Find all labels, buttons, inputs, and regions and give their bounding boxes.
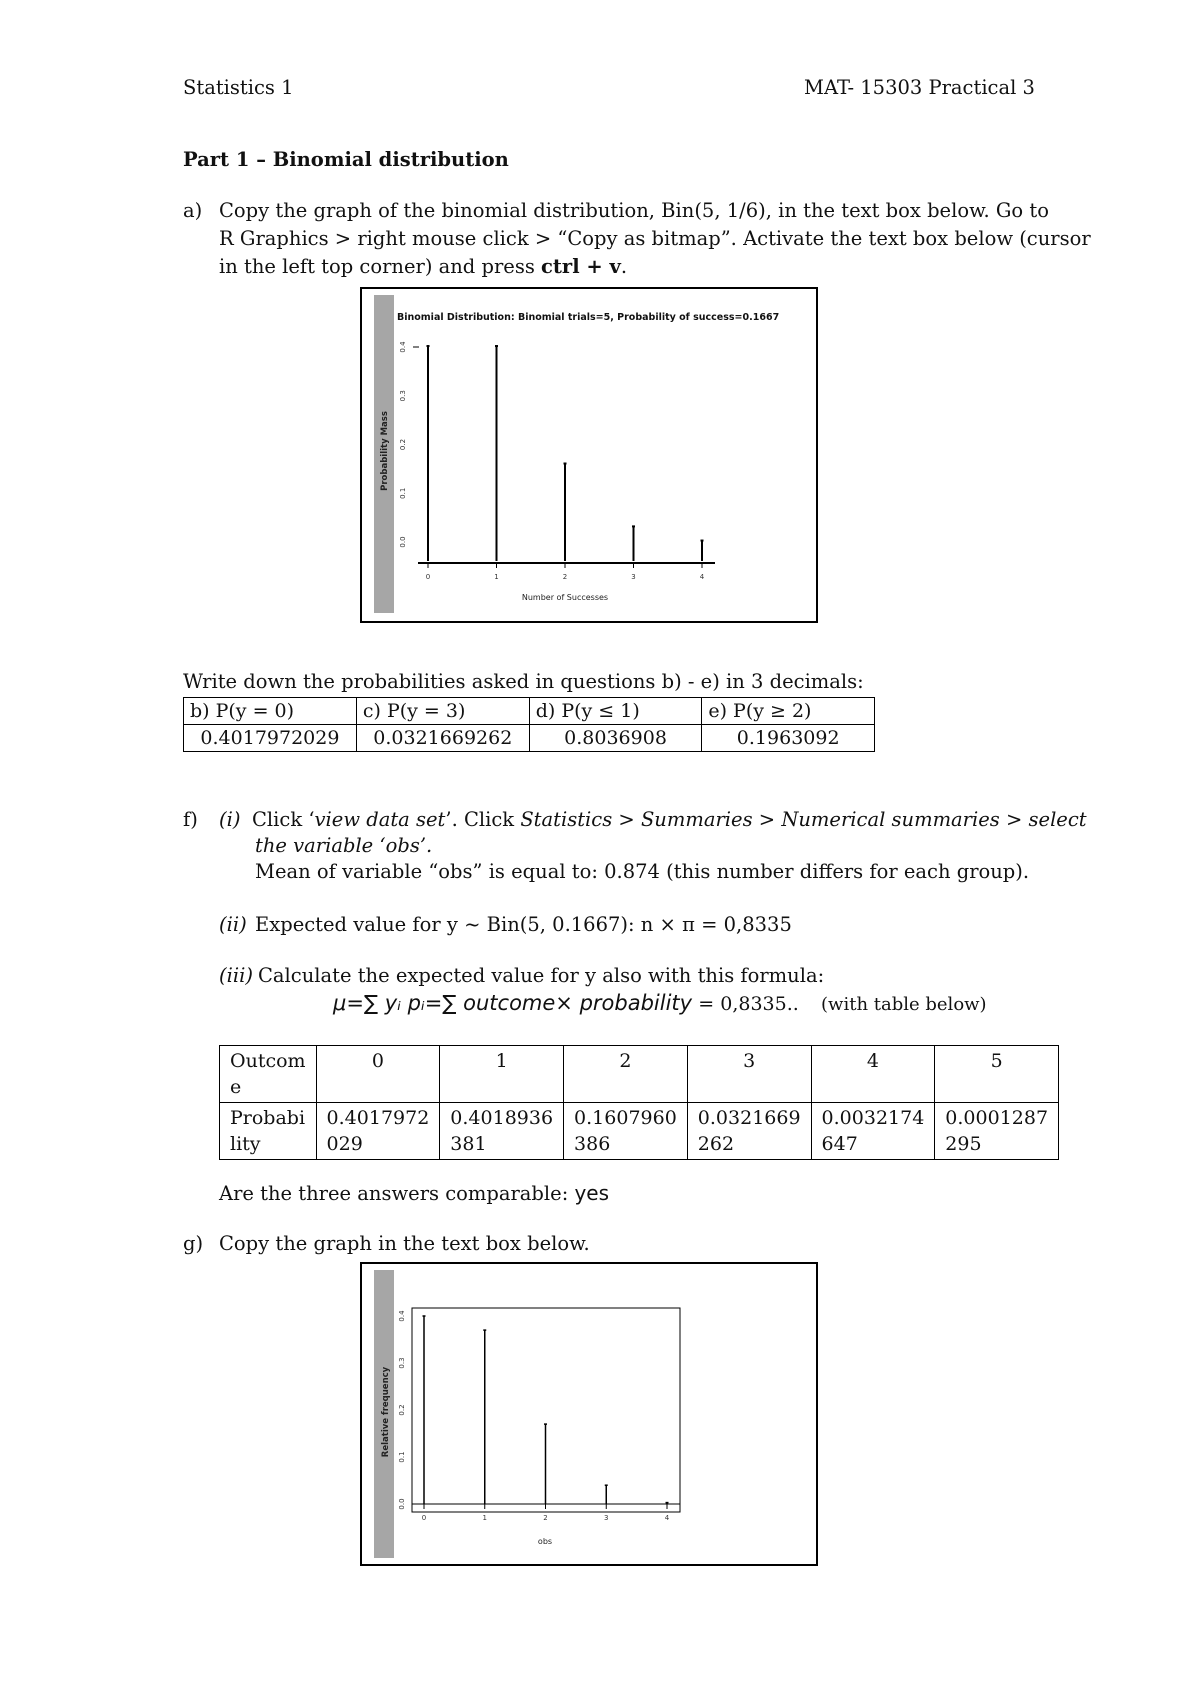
y-tick-label-4: 0.4 [398, 1310, 406, 1322]
probability-0[interactable]: 0.4017972 029 [316, 1103, 440, 1160]
prob-header-c: c) P(y = 3) [356, 698, 529, 725]
chart-box-1[interactable] [360, 287, 818, 623]
x-tick-label-0: 0 [425, 573, 431, 581]
question-f-ii-label: (ii) [219, 913, 247, 936]
y-tick-label-3: 0.3 [399, 390, 407, 402]
question-a-label: a) [183, 199, 203, 222]
question-f-iii-text: Calculate the expected value for y also with this formula: [258, 964, 825, 987]
part-title: Part 1 – Binomial distribution [183, 148, 509, 171]
outcome-table [219, 1045, 1059, 1160]
question-g-text: Copy the graph in the text box below. [219, 1232, 590, 1255]
outcome-2: 2 [564, 1046, 688, 1103]
comparable-answer[interactable]: yes [574, 1181, 610, 1205]
prob-header-b: b) P(y = 0) [184, 698, 357, 725]
write-down-instruction: Write down the probabilities asked in questions b) - e) in 3 decimals: [183, 670, 864, 693]
question-f-i-line1: Click ‘view data set’. Click Statistics > Summaries > Numerical summaries > select [252, 808, 1087, 831]
x-tick-label-4: 4 [664, 1514, 670, 1522]
question-f-i-line3: Mean of variable “obs” is equal to: 0.874 (this number differs for each group). [255, 860, 1030, 883]
prob-header-d: d) P(y ≤ 1) [529, 698, 702, 725]
outcome-5: 5 [935, 1046, 1059, 1103]
x-tick-label-4: 4 [699, 573, 705, 581]
comparable-question: Are the three answers comparable: yes [219, 1181, 610, 1205]
formula [333, 989, 987, 1019]
outcome-1: 1 [440, 1046, 564, 1103]
y-tick-label-0: 0.0 [399, 536, 407, 548]
chart-title: Binomial Distribution: Binomial trials=5, Probability of success=0.1667 [397, 312, 780, 323]
x-axis-label: obs [537, 1537, 553, 1546]
x-axis-label: Number of Successes [521, 593, 609, 602]
question-g-label: g) [183, 1232, 204, 1255]
x-tick-label-3: 3 [604, 1514, 609, 1522]
outcome-0: 0 [316, 1046, 440, 1103]
relative-frequency-chart [362, 1264, 816, 1564]
probability-5[interactable]: 0.0001287 295 [935, 1103, 1059, 1160]
probability-table [183, 697, 875, 752]
question-f-label: f) [183, 808, 198, 831]
binomial-chart [362, 289, 816, 621]
x-tick-label-0: 0 [421, 1514, 427, 1522]
y-tick-label-4: 0.4 [399, 341, 407, 353]
header-right: MAT- 15303 Practical 3 [804, 76, 1035, 99]
outcome-4: 4 [811, 1046, 935, 1103]
question-a-line2: R Graphics > right mouse click > “Copy as bitmap”. Activate the text box below (cursor [219, 227, 1091, 250]
x-tick-label-1: 1 [494, 573, 499, 581]
probability-1[interactable]: 0.4018936 381 [440, 1103, 564, 1160]
question-a-line3: in the left top corner) and press ctrl + v. [219, 255, 628, 278]
question-f-i-line2: the variable ‘obs’. [255, 834, 433, 857]
question-f-ii-text: Expected value for y ~ Bin(5, 0.1667): n × π = 0,8335 [255, 913, 792, 936]
probability-2[interactable]: 0.1607960 386 [564, 1103, 688, 1160]
prob-value-c[interactable]: 0.0321669262 [356, 725, 529, 752]
probability-3[interactable]: 0.0321669 262 [687, 1103, 811, 1160]
probability-row-label: Probabi lity [220, 1103, 317, 1160]
y-tick-label-3: 0.3 [398, 1357, 406, 1369]
x-tick-label-2: 2 [562, 573, 568, 581]
y-tick-label-2: 0.2 [399, 438, 407, 451]
outcome-row-label: Outcom e [220, 1046, 317, 1103]
prob-value-e[interactable]: 0.1963092 [702, 725, 875, 752]
y-axis-label: Probability Mass [380, 411, 390, 491]
x-tick-label-3: 3 [631, 573, 636, 581]
outcome-3: 3 [687, 1046, 811, 1103]
x-tick-label-2: 2 [543, 1514, 548, 1522]
chart-box-2[interactable] [360, 1262, 818, 1566]
y-axis-label: Relative frequency [381, 1366, 391, 1458]
prob-value-d[interactable]: 0.8036908 [529, 725, 702, 752]
question-a-line1: Copy the graph of the binomial distribution, Bin(5, 1/6), in the text box below. Go to [219, 199, 1049, 222]
y-tick-label-2: 0.2 [398, 1404, 406, 1416]
y-tick-label-1: 0.1 [399, 487, 407, 499]
header-left: Statistics 1 [183, 76, 294, 99]
question-f-i-label: (i) [219, 808, 241, 831]
probability-4[interactable]: 0.0032174 647 [811, 1103, 935, 1160]
prob-header-e: e) P(y ≥ 2) [702, 698, 875, 725]
question-f-iii-label: (iii) [219, 964, 253, 987]
y-tick-label-1: 0.1 [398, 1451, 406, 1463]
formula-lhs: μ=∑ yᵢ pᵢ=∑ outcome× probability [333, 991, 693, 1015]
prob-value-b[interactable]: 0.4017972029 [184, 725, 357, 752]
x-tick-label-1: 1 [482, 1514, 487, 1522]
y-tick-label-0: 0.0 [398, 1498, 406, 1510]
formula-note: (with table below) [821, 994, 987, 1015]
formula-rhs: = 0,8335.. [698, 993, 799, 1015]
